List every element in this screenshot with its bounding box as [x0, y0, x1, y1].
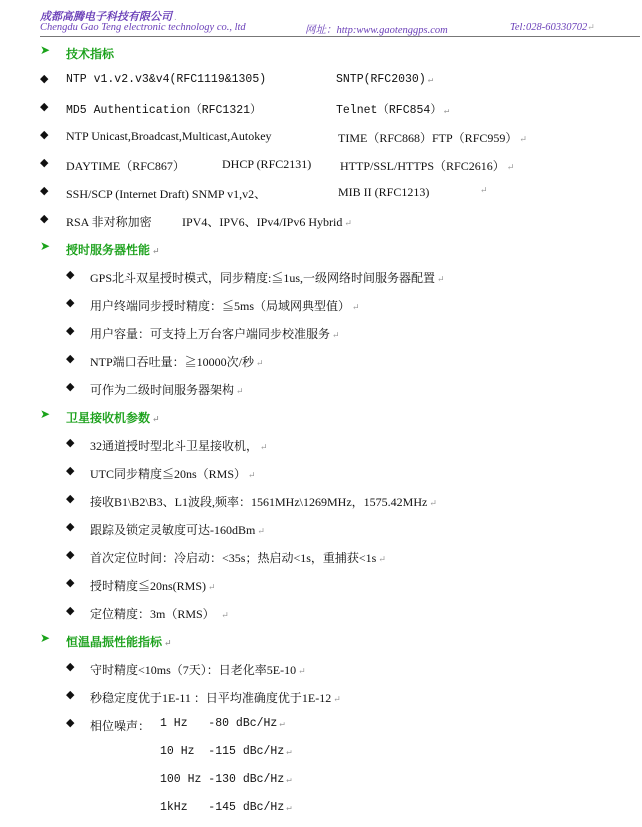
list-item	[0, 99, 642, 119]
diamond-bullet-icon: ◆	[66, 297, 75, 309]
list-item	[0, 799, 642, 819]
section-title-text: 卫星接收机参数	[66, 411, 151, 425]
phase-noise-row: 1 Hz -80 dBc/Hz ↵	[160, 717, 285, 730]
list-item	[0, 155, 642, 175]
spec-item: 用户终端同步授时精度：≦5ms（局域网典型值） ↵	[90, 299, 360, 313]
spec-item-secondary: TIME（RFC868）FTP（RFC959） ↵	[338, 131, 527, 145]
spec-item-text: 可作为二级时间服务器架构	[90, 383, 235, 397]
section-title: 授时服务器性能 ↵	[66, 243, 160, 257]
diamond-bullet-icon: ◆	[66, 381, 75, 393]
section-title: 恒温晶振性能指标 ↵	[66, 635, 172, 649]
diamond-bullet-icon: ◆	[40, 213, 49, 225]
diamond-bullet-icon: ◆	[66, 661, 75, 673]
spec-item: 秒稳定度优于1E-11 ：日平均准确度优于1E-12 ↵	[90, 691, 341, 705]
company-name-cn: 成都高腾电子科技有限公司 .	[40, 11, 177, 23]
diamond-bullet-icon: ◆	[40, 73, 49, 85]
arrow-bullet-icon: ➤	[40, 43, 51, 57]
phase-noise-value: 1 Hz -80 dBc/Hz	[160, 717, 278, 730]
telephone-text: Tel:028-60330702	[510, 22, 588, 33]
spec-item: 32通道授时型北斗卫星接收机， ↵	[90, 439, 268, 453]
spec-item: GPS北斗双星授时模式，同步精度:≦1us,一级网络时间服务器配置 ↵	[90, 271, 445, 285]
spec-item-text: NTP端口吞吐量：≧10000次/秒	[90, 355, 255, 369]
section-title-text: 授时服务器性能	[66, 243, 151, 257]
diamond-bullet-icon: ◆	[66, 353, 75, 365]
spec-item-text: 接收B1\B2\B3、L1波段,频率：1561MHz\1269MHz，1575.42MHz	[90, 495, 428, 509]
list-item	[0, 379, 642, 399]
spec-item-text: 32通道授时型北斗卫星接收机，	[90, 439, 259, 453]
list-item	[0, 71, 642, 91]
spec-item-secondary: Telnet（RFC854） ↵	[336, 104, 450, 117]
list-item	[0, 127, 642, 147]
list-item	[0, 351, 642, 371]
section-heading	[0, 239, 642, 259]
spec-item: 可作为二级时间服务器架构 ↵	[90, 383, 244, 397]
arrow-bullet-icon: ➤	[40, 239, 51, 253]
telephone: Tel:028-60330702↵	[510, 22, 595, 33]
spec-item-text: UTC同步精度≦20ns（RMS）	[90, 467, 247, 481]
website: 网址：http:www.gaotenggps.com	[305, 25, 448, 36]
spec-item-text: 跟踪及锁定灵敏度可达-160dBm	[90, 523, 256, 537]
spec-item: 守时精度<10ms（7天）：日老化率5E-10 ↵	[90, 663, 306, 677]
diamond-bullet-icon: ◆	[66, 717, 75, 729]
diamond-bullet-icon: ◆	[66, 465, 75, 477]
spec-item: NTP v1.v2.v3&v4(RFC1119&1305)	[66, 73, 267, 86]
list-item	[0, 435, 642, 455]
list-item	[0, 183, 642, 203]
spec-item: 定位精度：3m（RMS） ↵	[90, 607, 229, 621]
list-item	[0, 491, 642, 511]
spec-item: SSH/SCP (Internet Draft) SNMP v1,v2、	[66, 187, 267, 201]
spec-item-middle-text: IPV4、IPV6、IPv4/IPv6 Hybrid	[182, 215, 343, 229]
diamond-bullet-icon: ◆	[40, 101, 49, 113]
spec-item-text: 用户终端同步授时精度：≦5ms（局域网典型值）	[90, 299, 351, 313]
list-item	[0, 295, 642, 315]
list-item	[0, 267, 642, 287]
list-item	[0, 659, 642, 679]
spec-item-secondary: MIB II (RFC1213)	[338, 185, 430, 199]
section-heading	[0, 407, 642, 427]
list-item	[0, 323, 642, 343]
spec-item-text: 守时精度<10ms（7天）：日老化率5E-10	[90, 663, 297, 677]
spec-item: UTC同步精度≦20ns（RMS） ↵	[90, 467, 256, 481]
arrow-bullet-icon: ➤	[40, 407, 51, 421]
phase-noise-row: 100 Hz -130 dBc/Hz ↵	[160, 773, 292, 786]
spec-item-secondary-text: SNTP(RFC2030)	[336, 73, 426, 86]
spec-item: 跟踪及锁定灵敏度可达-160dBm ↵	[90, 523, 265, 537]
spec-item: DAYTIME（RFC867）	[66, 159, 185, 173]
list-item	[0, 743, 642, 763]
diamond-bullet-icon: ◆	[40, 185, 49, 197]
list-item	[0, 519, 642, 539]
spec-item: NTP Unicast,Broadcast,Multicast,Autokey	[66, 129, 272, 143]
spec-item-text: 首次定位时间：冷启动：<35s；热启动<1s，重捕获<1s	[90, 551, 377, 565]
spec-item: 用户容量：可支持上万台客户端同步校准服务 ↵	[90, 327, 340, 341]
spec-item-secondary-text: Telnet（RFC854）	[336, 104, 442, 117]
spec-item-text: 定位精度：3m（RMS）	[90, 607, 215, 621]
diamond-bullet-icon: ◆	[66, 493, 75, 505]
phase-noise-row: 10 Hz -115 dBc/Hz ↵	[160, 745, 292, 758]
diamond-bullet-icon: ◆	[66, 689, 75, 701]
diamond-bullet-icon: ◆	[66, 269, 75, 281]
company-name-cn-text: 成都高腾电子科技有限公司	[40, 11, 172, 23]
page-header	[0, 0, 642, 36]
section-title-text: 恒温晶振性能指标	[66, 635, 163, 649]
list-item	[0, 575, 642, 595]
list-item	[0, 715, 642, 735]
diamond-bullet-icon: ◆	[40, 129, 49, 141]
spec-item: 授时精度≦20ns(RMS) ↵	[90, 579, 216, 593]
diamond-bullet-icon: ◆	[66, 605, 75, 617]
section-title: 技术指标	[66, 47, 115, 61]
phase-noise-value: 100 Hz -130 dBc/Hz	[160, 773, 285, 786]
spec-item-middle: DHCP (RFC2131)	[222, 157, 312, 171]
spec-item-secondary-text: HTTP/SSL/HTTPS（RFC2616）	[340, 159, 505, 173]
diamond-bullet-icon: ◆	[66, 577, 75, 589]
spec-item-text: 授时精度≦20ns(RMS)	[90, 579, 207, 593]
list-item	[0, 547, 642, 567]
phase-noise-row: 1kHz -145 dBc/Hz ↵	[160, 801, 292, 814]
diamond-bullet-icon: ◆	[40, 157, 49, 169]
section-heading	[0, 43, 642, 63]
arrow-bullet-icon: ➤	[40, 631, 51, 645]
company-name-en: Chengdu Gao Teng electronic technology co., ltd	[40, 22, 246, 33]
spec-item-secondary-text: TIME（RFC868）FTP（RFC959）	[338, 131, 518, 145]
list-item	[0, 687, 642, 707]
diamond-bullet-icon: ◆	[66, 549, 75, 561]
section-title: 卫星接收机参数 ↵	[66, 411, 160, 425]
phase-noise-value: 10 Hz -115 dBc/Hz	[160, 745, 285, 758]
return-mark: ↵	[480, 185, 488, 195]
spec-item: MD5 Authentication（RFC1321）	[66, 104, 262, 117]
list-item	[0, 211, 642, 231]
phase-noise-label: 相位噪声：	[90, 719, 151, 733]
list-item	[0, 463, 642, 483]
header-rule	[40, 36, 640, 37]
diamond-bullet-icon: ◆	[66, 521, 75, 533]
spec-item-secondary: HTTP/SSL/HTTPS（RFC2616） ↵	[340, 159, 515, 173]
spec-item-middle: IPV4、IPV6、IPv4/IPv6 Hybrid ↵	[182, 215, 352, 229]
spec-item: 首次定位时间：冷启动：<35s；热启动<1s，重捕获<1s ↵	[90, 551, 386, 565]
spec-item-text: 秒稳定度优于1E-11 ：日平均准确度优于1E-12	[90, 691, 332, 705]
diamond-bullet-icon: ◆	[66, 437, 75, 449]
spec-item-text: 用户容量：可支持上万台客户端同步校准服务	[90, 327, 331, 341]
section-heading	[0, 631, 642, 651]
phase-noise-value: 1kHz -145 dBc/Hz	[160, 801, 285, 814]
spec-item-secondary: SNTP(RFC2030) ↵	[336, 73, 434, 86]
spec-item-text: GPS北斗双星授时模式，同步精度:≦1us,一级网络时间服务器配置	[90, 271, 436, 285]
spec-item: RSA 非对称加密	[66, 215, 152, 229]
list-item	[0, 771, 642, 791]
spec-item: 接收B1\B2\B3、L1波段,频率：1561MHz\1269MHz，1575.42MHz ↵	[90, 495, 437, 509]
diamond-bullet-icon: ◆	[66, 325, 75, 337]
list-item	[0, 603, 642, 623]
spec-item: NTP端口吞吐量：≧10000次/秒 ↵	[90, 355, 264, 369]
